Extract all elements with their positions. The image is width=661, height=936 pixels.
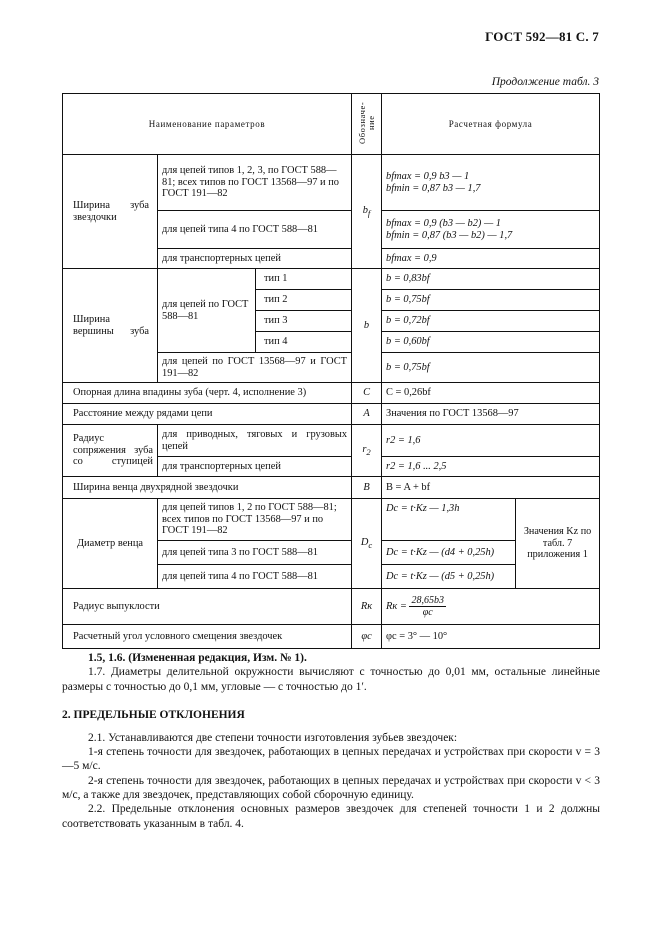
paragraph-amendment: 1.5, 1.6. (Измененная редакция, Изм. № 1). — [88, 652, 307, 664]
paragraph-2-2: 2.2. Предельные отклонения основных размеров звездочек для степеней точности 1 и 2 должны соответствовать указанным в табл. 4. — [62, 803, 600, 830]
formula-cell: r2 = 1,6 ... 2,5 — [382, 457, 600, 477]
cond-cell: для цепей типов 1, 2 по ГОСТ 588—81; всех типов по ГОСТ 13568—97 и по ГОСТ 191—82 — [158, 499, 352, 541]
param-convex-radius: Радиус выпуклости — [63, 589, 352, 625]
formula-cell: b = 0,72bf — [382, 311, 600, 332]
formula-cell: r2 = 1,6 — [382, 425, 600, 457]
table-row — [63, 425, 600, 457]
cond-cell: для транспортерных цепей — [158, 457, 352, 477]
symbol-cell: C — [352, 383, 382, 404]
formula-cell: Dc = t·Kz — (d4 + 0,25h) — [382, 541, 516, 565]
cond-cell: для цепей типа 3 по ГОСТ 588—81 — [158, 541, 352, 565]
cond-cell: для цепей типа 4 по ГОСТ 588—81 — [158, 565, 352, 589]
param-offset-angle: Расчетный угол условного смещения звездочек — [63, 625, 352, 649]
table-row — [63, 269, 600, 290]
formula-cell: Dc = t·Kz — (d5 + 0,25h) — [382, 565, 516, 589]
cond-cell: для цепей типа 4 по ГОСТ 588—81 — [158, 211, 352, 249]
cond-cell: для цепей по ГОСТ 13568—97 и ГОСТ 191—82 — [158, 353, 352, 383]
symbol-cell: Rк — [352, 589, 382, 625]
formula-cell: Rк = $\frac{28,65b3}{\varphi c}$ — [382, 589, 600, 625]
table-row — [63, 383, 600, 404]
paragraph-accuracy-1: 1-я степень точности для звездочек, работающих в цепных передачах и устройствах при скорости v = 3—5 м/с. — [62, 745, 600, 773]
table-row — [63, 155, 600, 211]
param-rim-width: Ширина венца двухрядной звездочки — [63, 477, 352, 499]
type-cell: тип 2 — [256, 290, 352, 311]
param-row-distance: Расстояние между рядами цепи — [63, 404, 352, 425]
table-row — [63, 477, 600, 499]
table-row — [63, 499, 600, 541]
cond-cell: для приводных, тяговых и грузовых цепей — [158, 425, 352, 457]
symbol-cell: $r_2$ — [352, 425, 382, 477]
paragraph-2-1: 2.1. Устанавливаются две степени точности изготовления зубьев звездочек: — [88, 731, 458, 744]
formula-cell: bfmax = 0,9 (b3 — b2) — 1 bfmin = 0,87 (b3 — b2) — 1,7 — [382, 211, 600, 249]
formula-cell: bfmax = 0,9 — [382, 249, 600, 269]
table-continuation-label: Продолжение табл. 3 — [491, 76, 599, 88]
kz-note: Значения Kz по табл. 7 приложения 1 — [516, 499, 600, 589]
param-rim-diameter: Диаметр венца — [63, 499, 158, 589]
symbol-cell: φc — [352, 625, 382, 649]
paragraph-1-7: 1.7. Диаметры делительной окружности вычисляют с точностью до 0,01 мм, остальные линейные размеры с точностью до 0,1 мм, угловые — с точностью до 1′. — [62, 666, 600, 693]
symbol-cell: b — [352, 269, 382, 383]
table-row — [63, 589, 600, 625]
cond-group-cell: для цепей по ГОСТ 588—81 — [158, 269, 256, 353]
formula-cell: b = 0,60bf — [382, 332, 600, 353]
cond-cell: для цепей типов 1, 2, 3, по ГОСТ 588—81; всех типов по ГОСТ 13568—97 и по ГОСТ 191—82 — [158, 155, 352, 211]
table-header-row — [63, 94, 600, 155]
header-symbol: Обозначе-ние — [352, 94, 382, 155]
symbol-cell: $D_c$ — [352, 499, 382, 589]
formula-cell: Значения по ГОСТ 13568—97 — [382, 404, 600, 425]
body-text — [62, 651, 600, 831]
formula-cell: b = 0,75bf — [382, 290, 600, 311]
formula-cell: B = A + bf — [382, 477, 600, 499]
type-cell: тип 4 — [256, 332, 352, 353]
cond-cell: для транспортерных цепей — [158, 249, 352, 269]
table-row — [63, 625, 600, 649]
param-support-length: Опорная длина впадины зуба (черт. 4, исполнение 3) — [63, 383, 352, 404]
formula-cell: b = 0,83bf — [382, 269, 600, 290]
header-formula: Расчетная формула — [382, 94, 600, 155]
symbol-cell: $b_f$ — [352, 155, 382, 269]
formula-cell: b = 0,75bf — [382, 353, 600, 383]
parameters-table — [62, 93, 600, 649]
param-tooth-width: Ширина зуба звездочки — [63, 155, 158, 269]
param-fillet-radius: Радиус сопряжения зуба со ступицей — [63, 425, 158, 477]
header-params: Наименование параметров — [63, 94, 352, 155]
param-top-width: Ширина вершины зуба — [63, 269, 158, 383]
formula-cell: φc = 3° — 10° — [382, 625, 600, 649]
page-header: ГОСТ 592—81 С. 7 — [485, 29, 599, 44]
section-title: 2. ПРЕДЕЛЬНЫЕ ОТКЛОНЕНИЯ — [62, 709, 245, 722]
formula-cell: C = 0,26bf — [382, 383, 600, 404]
symbol-cell: A — [352, 404, 382, 425]
table-row — [63, 404, 600, 425]
symbol-cell: B — [352, 477, 382, 499]
paragraph-accuracy-2: 2-я степень точности для звездочек, работающих в цепных передачах и устройствах при скорости v < 3 м/с, а также для звездочек, представляющих собой сборочную единицу. — [62, 774, 600, 801]
formula-cell: Dc = t·Kz — 1,3h — [382, 499, 516, 541]
type-cell: тип 1 — [256, 269, 352, 290]
type-cell: тип 3 — [256, 311, 352, 332]
formula-cell: bfmax = 0,9 b3 — 1 bfmin = 0,87 b3 — 1,7 — [382, 155, 600, 211]
